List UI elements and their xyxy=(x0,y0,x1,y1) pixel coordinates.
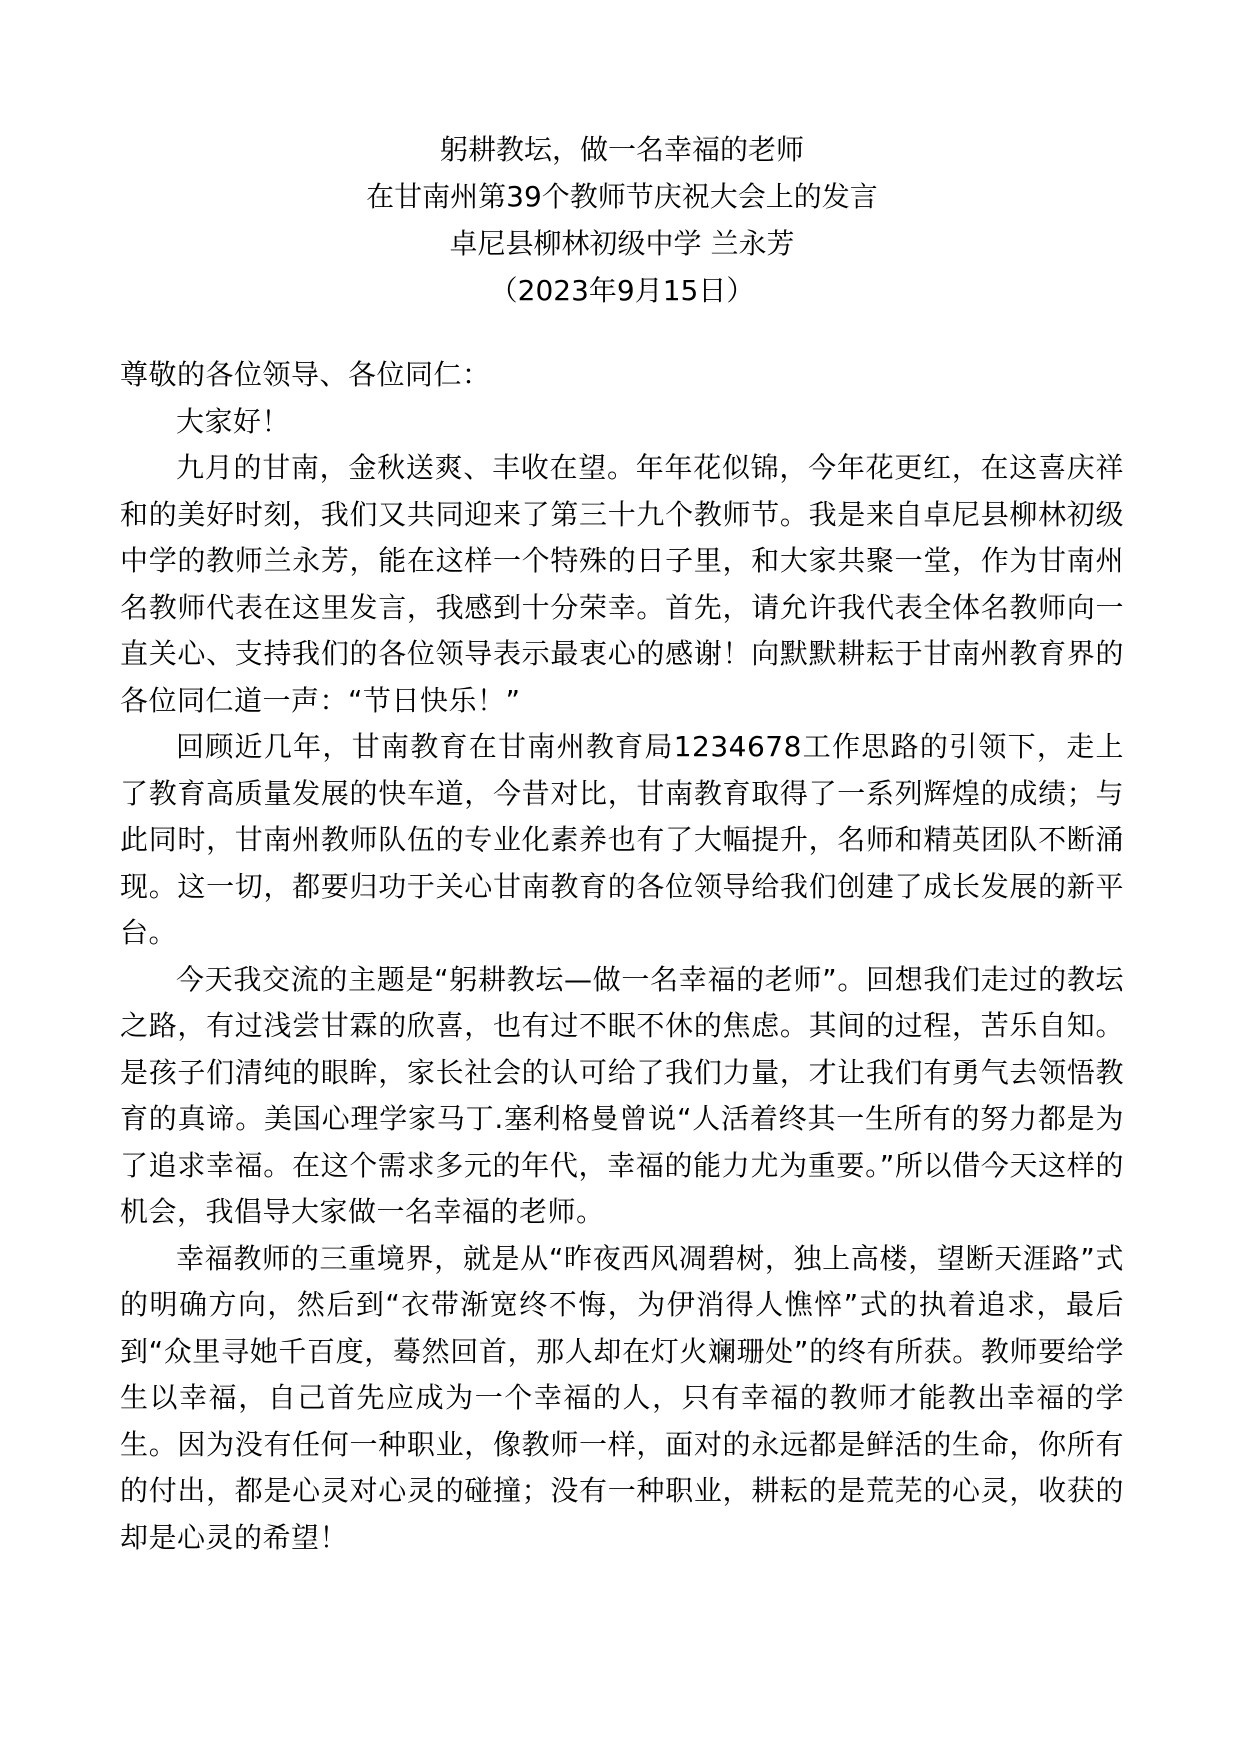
title-block xyxy=(120,126,1124,314)
greeting-paragraph: 大家好！ xyxy=(176,404,291,438)
body-paragraph: 今天我交流的主题是“躬耕教坛—做一名幸福的老师”。回想我们走过的教坛之路，有过浅尝甘霖的欣喜，也有过不眠不休的焦虑。其间的过程，苦乐自知。是孩子们清纯的眼眸，家长社会的认可给了我们力量，才让我们有勇气去领悟教育的真谛。美国心理学家马丁.塞利格曼曾说“人活着终其一生所有的努力都是为了追求幸福。在这个需求多元的年代，幸福的能力尤为重要。”所以借今天这样的机会，我倡导大家做一名幸福的老师。 xyxy=(120,962,1124,1228)
author-line: 卓尼县柳林初级中学 兰永芳 xyxy=(449,227,795,260)
document-subtitle: 在甘南州第39个教师节庆祝大会上的发言 xyxy=(366,180,878,213)
body-paragraph: 幸福教师的三重境界，就是从“昨夜西风凋碧树，独上高楼，望断天涯路”式的明确方向，然后到“衣带渐宽终不悔，为伊消得人憔悴”式的执着追求，最后到“众里寻她千百度，蓦然回首，那人却在灯火斓珊处”的终有所获。教师要给学生以幸福，自己首先应成为一个幸福的人，只有幸福的教师才能教出幸福的学生。因为没有任何一种职业，像教师一样，面对的永远都是鲜活的生命，你所有的付出，都是心灵对心灵的碰撞；没有一种职业，耕耘的是荒芜的心灵，收获的却是心灵的希望！ xyxy=(120,1241,1124,1554)
date-line: （2023年9月15日） xyxy=(489,274,755,307)
document-title: 躬耕教坛，做一名幸福的老师 xyxy=(439,133,804,166)
body-paragraph: 九月的甘南，金秋送爽、丰收在望。年年花似锦，今年花更红，在这喜庆祥和的美好时刻，我们又共同迎来了第三十九个教师节。我是来自卓尼县柳林初级中学的教师兰永芳，能在这样一个特殊的日子里，和大家共聚一堂，作为甘南州名教师代表在这里发言，我感到十分荣幸。首先，请允许我代表全体名教师向一直关心、支持我们的各位领导表示最衷心的感谢！向默默耕耘于甘南州教育界的各位同仁道一声：“节日快乐！” xyxy=(120,451,1124,717)
document-page xyxy=(120,126,1124,1561)
document-body xyxy=(120,352,1124,1561)
body-paragraph: 回顾近几年，甘南教育在甘南州教育局1234678工作思路的引领下，走上了教育高质量发展的快车道，今昔对比，甘南教育取得了一系列辉煌的成绩；与此同时，甘南州教师队伍的专业化素养也有了大幅提升，名师和精英团队不断涌现。这一切，都要归功于关心甘南教育的各位领导给我们创建了成长发展的新平台。 xyxy=(120,730,1124,949)
salutation: 尊敬的各位领导、各位同仁： xyxy=(120,358,491,391)
